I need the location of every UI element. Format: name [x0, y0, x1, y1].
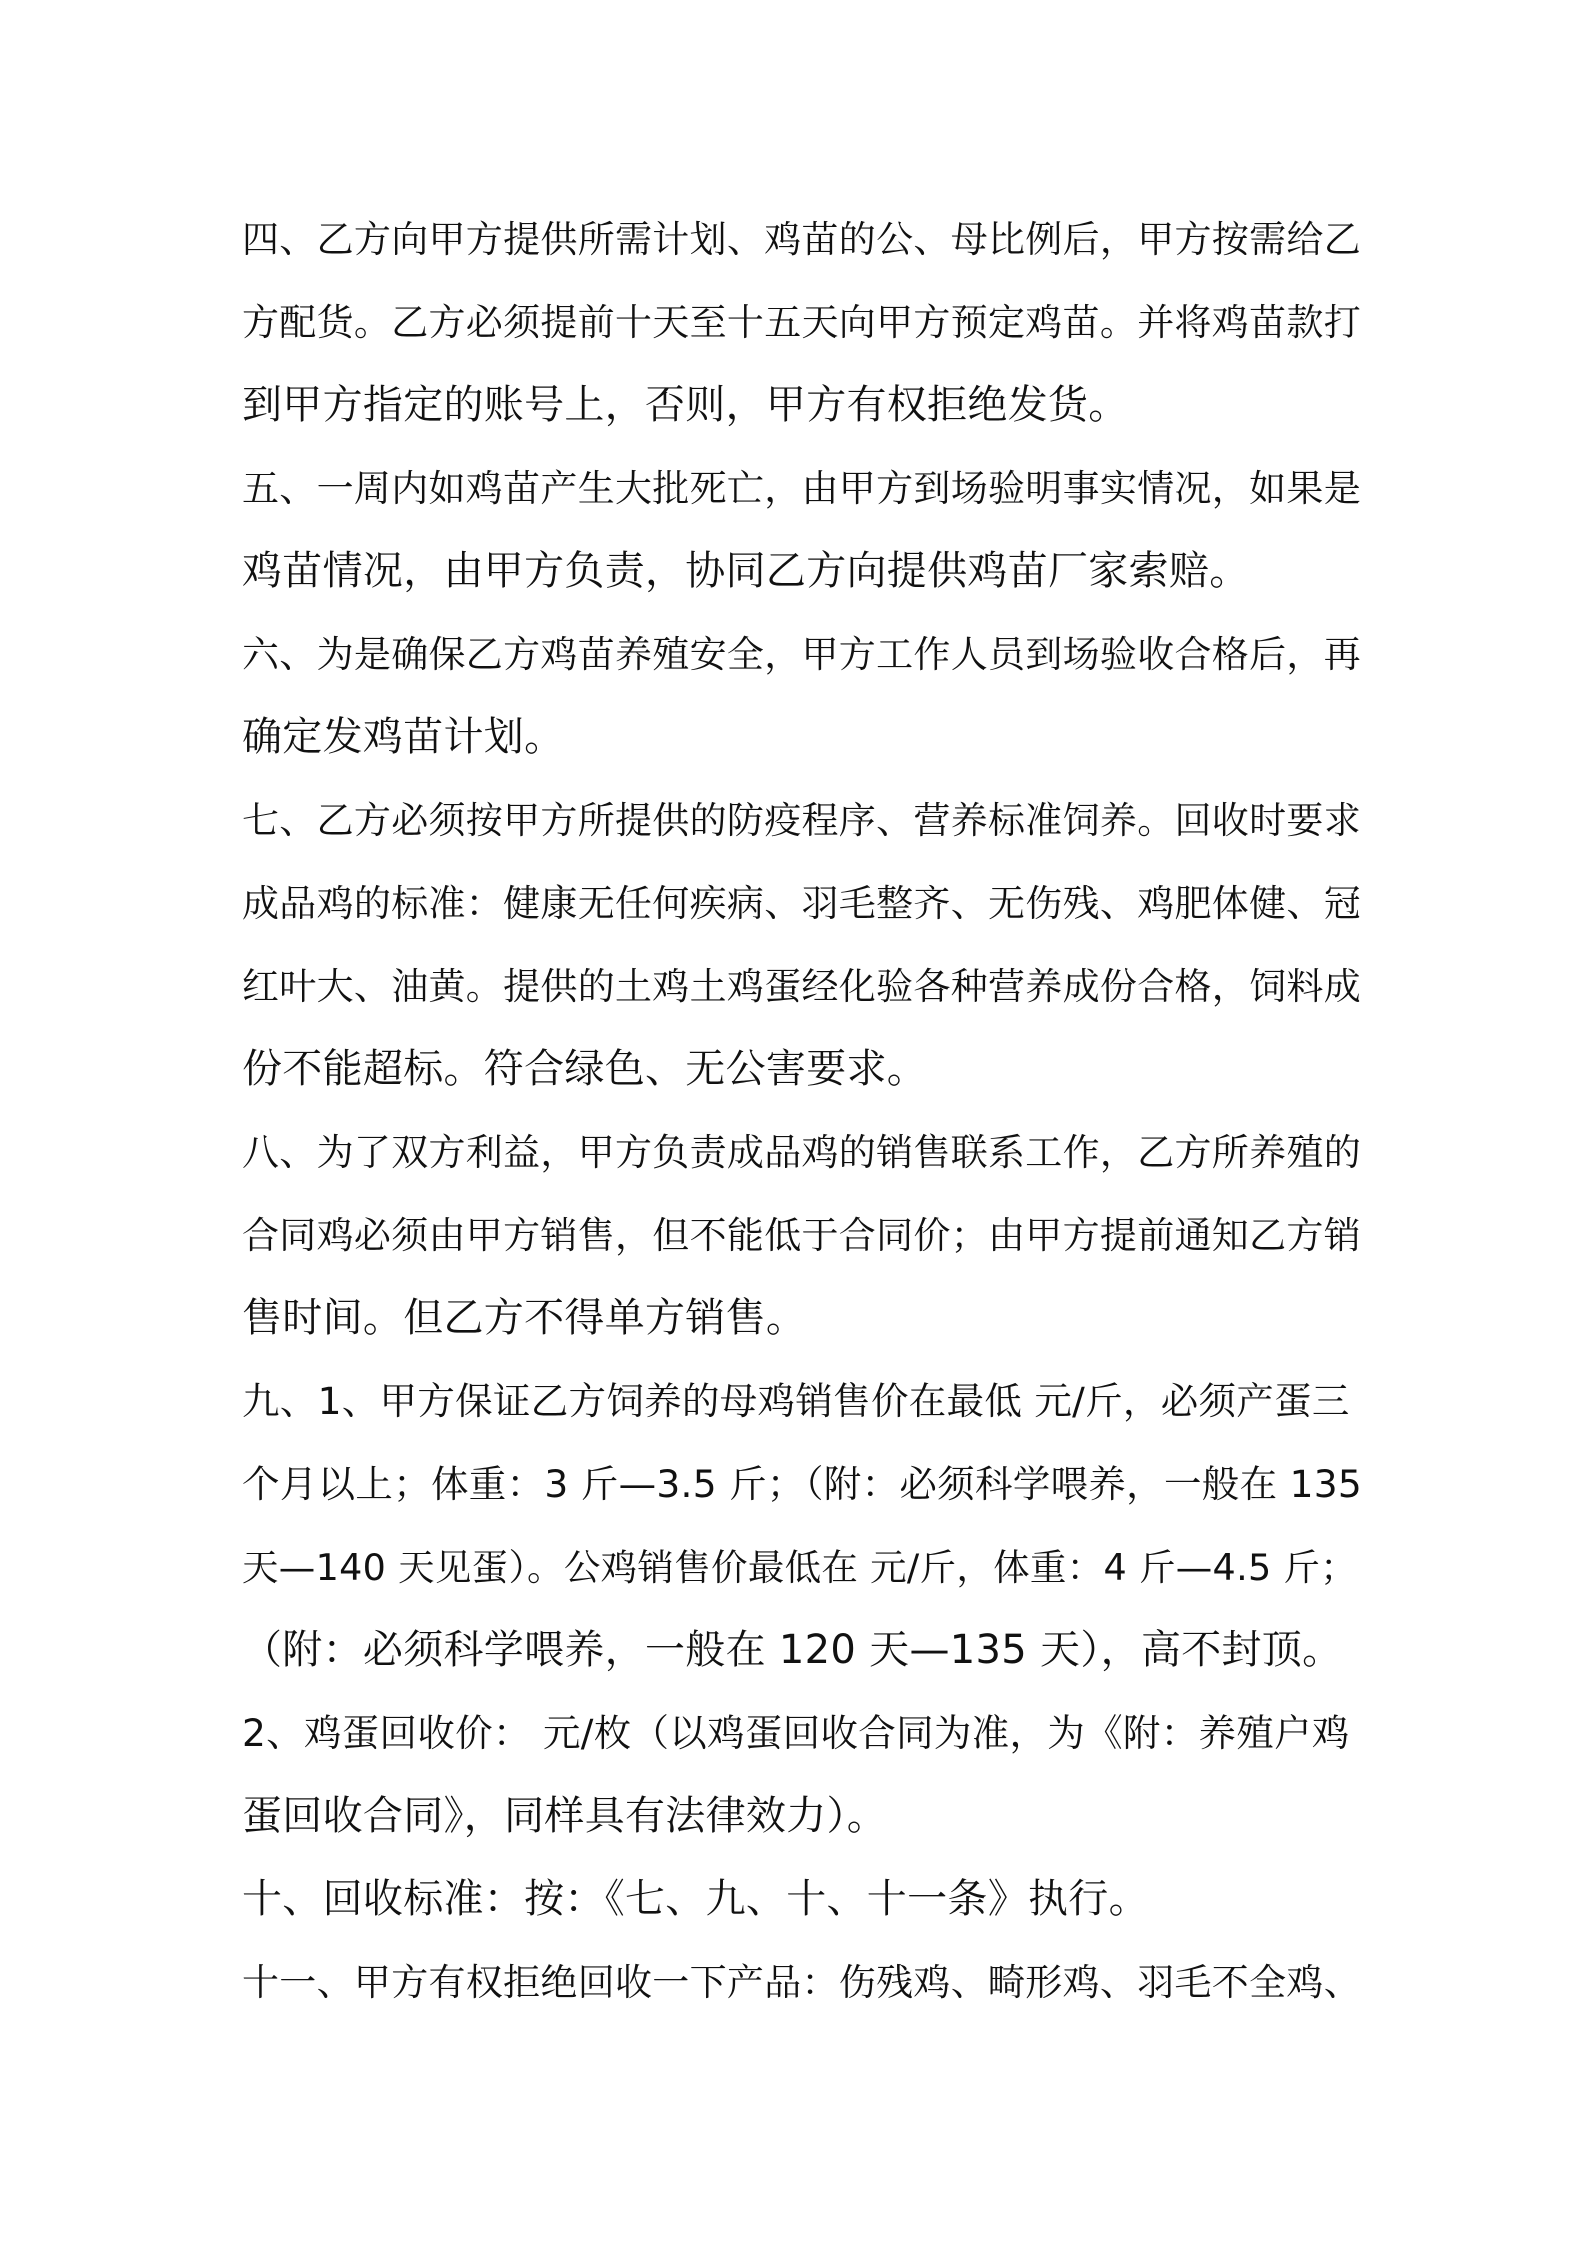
text-line-clause-7-a: 七、乙方必须按甲方所提供的防疫程序、营养标准饲养。回收时要求	[242, 799, 1361, 842]
text-line-clause-7-b: 成品鸡的标准：健康无任何疾病、羽毛整齐、无伤残、鸡肥体健、冠	[242, 882, 1361, 925]
text-line-clause-6-b: 确定发鸡苗计划。	[242, 714, 565, 760]
text-line-clause-4-a: 四、乙方向甲方提供所需计划、鸡苗的公、母比例后，甲方按需给乙	[242, 218, 1361, 261]
text-line-clause-11: 十一、甲方有权拒绝回收一下产品：伤残鸡、畸形鸡、羽毛不全鸡、	[242, 1961, 1361, 2004]
text-line-clause-5-b: 鸡苗情况，由甲方负责，协同乙方向提供鸡苗厂家索赔。	[242, 548, 1250, 594]
text-line-clause-6-a: 六、为是确保乙方鸡苗养殖安全，甲方工作人员到场验收合格后，再	[242, 633, 1361, 676]
text-line-clause-9-2-a: 2、鸡蛋回收价： 元/枚（以鸡蛋回收合同为准，为《附：养殖户鸡	[242, 1711, 1350, 1755]
text-line-clause-9-2-b: 蛋回收合同》，同样具有法律效力）。	[242, 1793, 888, 1839]
text-line-clause-5-a: 五、一周内如鸡苗产生大批死亡，由甲方到场验明事实情况，如果是	[242, 467, 1361, 510]
text-line-clause-4-c: 到甲方指定的账号上，否则，甲方有权拒绝发货。	[242, 382, 1129, 428]
text-line-clause-8-a: 八、为了双方利益，甲方负责成品鸡的销售联系工作，乙方所养殖的	[242, 1131, 1361, 1174]
text-line-clause-9-c: 天—140 天见蛋）。公鸡销售价最低在 元/斤，体重：4 斤—4.5 斤；	[242, 1546, 1357, 1589]
text-line-clause-9-b: 个月以上；体重：3 斤—3.5 斤；（附：必须科学喂养，一般在 135	[242, 1462, 1363, 1506]
text-line-clause-4-b: 方配货。乙方必须提前十天至十五天向甲方预定鸡苗。并将鸡苗款打	[242, 301, 1361, 344]
text-line-clause-8-c: 售时间。但乙方不得单方销售。	[242, 1295, 807, 1341]
text-line-clause-9-a: 九、1、甲方保证乙方饲养的母鸡销售价在最低 元/斤，必须产蛋三	[242, 1379, 1350, 1423]
document-body	[242, 198, 1362, 2024]
text-line-clause-7-c: 红叶大、油黄。提供的土鸡土鸡蛋经化验各种营养成份合格，饲料成	[242, 965, 1361, 1008]
text-line-clause-9-d: （附：必须科学喂养，一般在 120 天—135 天），高不封顶。	[242, 1627, 1343, 1673]
text-line-clause-8-b: 合同鸡必须由甲方销售，但不能低于合同价；由甲方提前通知乙方销	[242, 1214, 1361, 1257]
text-line-clause-10: 十、回收标准：按：《七、九、十、十一条》执行。	[242, 1876, 1149, 1922]
text-line-clause-7-d: 份不能超标。符合绿色、无公害要求。	[242, 1046, 928, 1092]
